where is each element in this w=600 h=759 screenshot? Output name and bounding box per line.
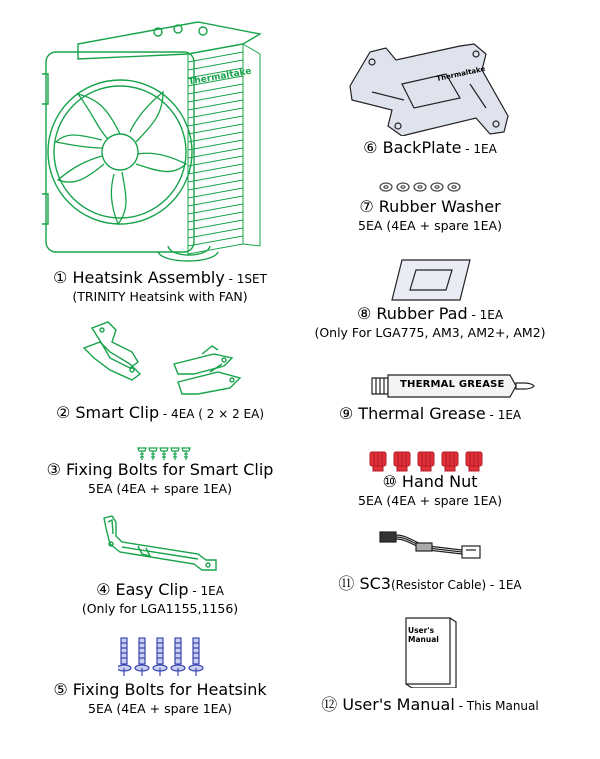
hand-nut-image	[369, 450, 485, 472]
smart-clip-image	[82, 318, 252, 400]
caption-rubber-washer: ⑦ Rubber Washer 5EA (4EA + spare 1EA)	[358, 197, 502, 234]
rubber-pad-image	[390, 256, 474, 304]
resistor-cable-image	[378, 528, 486, 568]
caption-easy-clip: ④ Easy Clip - 1EA (Only for LGA1155,1156)	[81, 580, 239, 617]
users-manual-image	[404, 616, 460, 688]
caption-resistor-cable: ⑪ SC3(Resistor Cable) - 1EA	[338, 574, 522, 593]
backplate-image	[342, 40, 518, 136]
caption-users-manual: ⑫ User's Manual - This Manual	[321, 695, 539, 714]
users-manual-cover-title: User's Manual	[408, 626, 439, 644]
thermal-grease-image	[370, 372, 536, 400]
caption-backplate: ⑥ BackPlate - 1EA	[363, 138, 497, 157]
heatsink-bolts-image	[118, 636, 208, 678]
caption-heatsink-assembly: ① Heatsink Assembly - 1SET (TRINITY Heatsink with FAN)	[53, 268, 267, 305]
caption-smart-clip: ② Smart Clip - 4EA ( 2 × 2 EA)	[55, 403, 265, 422]
heatsink-brand-label: Thermaltake	[187, 66, 253, 88]
caption-rubber-pad: ⑧ Rubber Pad - 1EA (Only For LGA775, AM3, AM2+, AM2)	[314, 304, 546, 341]
backplate-brand-label: Thermaltake	[435, 64, 486, 84]
caption-hand-nut: ⑩ Hand Nut 5EA (4EA + spare 1EA)	[358, 472, 502, 509]
heatsink-assembly-image	[38, 14, 268, 264]
easy-clip-image	[98, 514, 220, 576]
caption-thermal-grease: ⑨ Thermal Grease - 1EA	[338, 404, 522, 423]
caption-heatsink-bolts: ⑤ Fixing Bolts for Heatsink 5EA (4EA + spare 1EA)	[53, 680, 267, 717]
caption-smart-clip-bolts: ③ Fixing Bolts for Smart Clip 5EA (4EA + spare 1EA)	[46, 460, 274, 497]
thermal-grease-label: THERMAL GREASE	[400, 379, 505, 390]
rubber-washer-image	[378, 180, 466, 194]
